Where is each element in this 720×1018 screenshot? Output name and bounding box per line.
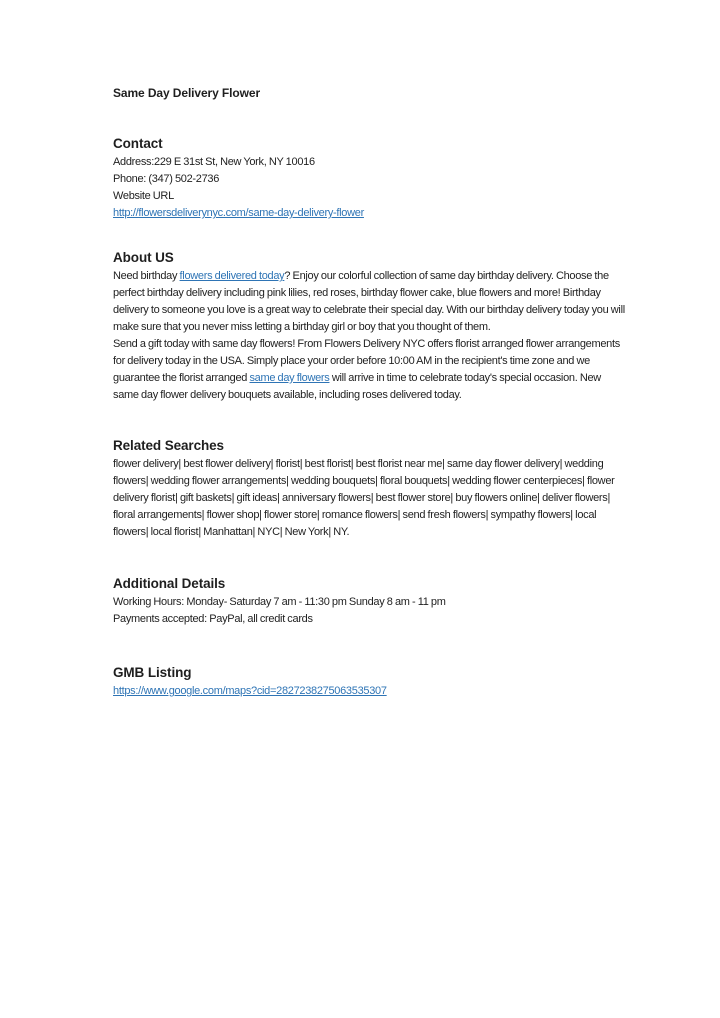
- about-p1-text-before-link: Need birthday: [113, 270, 180, 282]
- about-paragraph-1: [113, 268, 628, 336]
- document-title: Same Day Delivery Flower: [113, 86, 261, 100]
- payments-line: Payments accepted: PayPal, all credit cards: [113, 613, 313, 625]
- gmb-listing-heading: GMB Listing: [113, 665, 192, 680]
- about-p2-text-after-link: will arrive in time to celebrate today's special occasion. New same day flower delivery bouquets available, including roses delivered today.: [113, 372, 601, 401]
- about-paragraph-2: [113, 336, 628, 404]
- contact-address-line: Address:229 E 31st St, New York, NY 10016: [113, 156, 315, 168]
- additional-details-heading: Additional Details: [113, 576, 226, 591]
- working-hours-line: Working Hours: Monday- Saturday 7 am - 11:30 pm Sunday 8 am - 11 pm: [113, 596, 446, 608]
- about-p1-text-after-link: ? Enjoy our colorful collection of same day birthday delivery. Choose the perfect birthday delivery including pink lilies, red roses, birthday flower cake, blue flowers and more! Birthday delivery to someone you love is a great way to celebrate their special day. With our birthday delivery today you will make sure that you never miss letting a birthday girl or boy that you thought of them.: [113, 270, 625, 333]
- same-day-flowers-link[interactable]: same day flowers: [249, 372, 330, 384]
- website-url-link[interactable]: http://flowersdeliverynyc.com/same-day-delivery-flower: [113, 207, 364, 219]
- related-searches-terms: flower delivery| best flower delivery| florist| best florist| best florist near me| same day flower delivery| wedding flowers| wedding flower arrangements| wedding bouquets| floral bouquets| wedding flower centerpieces| flower delivery florist| gift baskets| gift ideas| anniversary flowers| best flower store| buy flowers online| deliver flowers| floral arrangements| flower shop| flower store| romance flowers| send fresh flowers| sympathy flowers| local flowers| local florist| Manhattan| NYC| New York| NY.: [113, 458, 615, 538]
- about-p2-text-before-link: Send a gift today with same day flowers! From Flowers Delivery NYC offers florist arranged flower arrangements for delivery today in the USA. Simply place your order before 10:00 AM in the recipient's time zone and we guarantee the florist arranged: [113, 338, 620, 384]
- about-heading: About US: [113, 250, 174, 265]
- gmb-maps-link[interactable]: https://www.google.com/maps?cid=2827238275063535307: [113, 685, 387, 697]
- contact-heading: Contact: [113, 136, 163, 151]
- flowers-delivered-today-link[interactable]: flowers delivered today: [179, 270, 285, 282]
- contact-website-label: Website URL: [113, 190, 174, 202]
- related-searches-heading: Related Searches: [113, 438, 224, 453]
- contact-phone-line: Phone: (347) 502-2736: [113, 173, 220, 185]
